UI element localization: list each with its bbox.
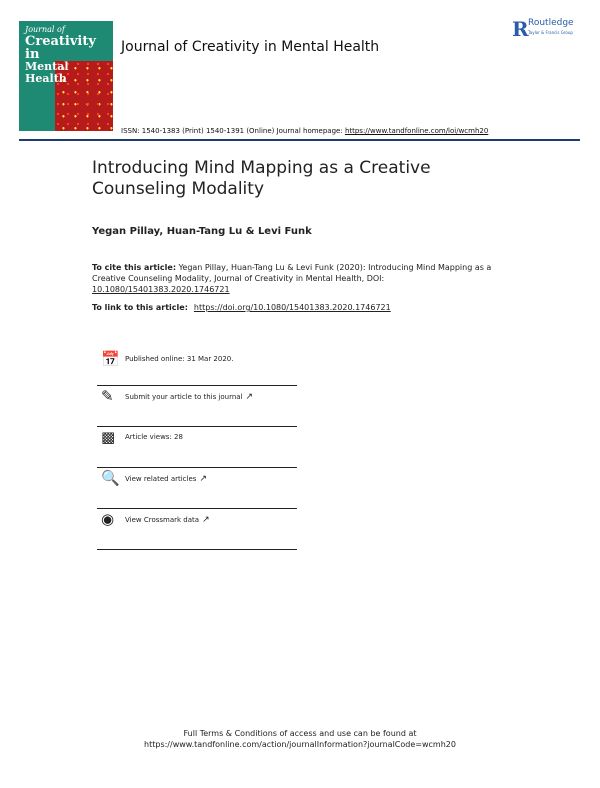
terms-link[interactable]: https://www.tandfonline.com/action/journalInformation?journalCode=wcmh20 — [144, 740, 456, 749]
article-link[interactable]: https://doi.org/10.1080/15401383.2020.1746721 — [193, 303, 391, 312]
related-articles-row[interactable]: 🔍 View related articles ↗ — [97, 468, 297, 509]
footer: Full Terms & Conditions of access and use can be found at https://www.tandfonline.com/action/journalInformation?journalCode=wcmh20 — [0, 728, 600, 750]
calendar-icon: 📅 — [101, 350, 120, 368]
published-row: 📅 Published online: 31 Mar 2020. — [97, 349, 297, 386]
crossmark-row[interactable]: ◉ View Crossmark data ↗ — [97, 509, 297, 550]
external-link-icon: ↗ — [245, 392, 254, 402]
article-info-list — [97, 349, 297, 550]
article-views-row: ▩ Article views: 28 — [97, 427, 297, 468]
cover-title: Journal of Creativity in Mental Health — [25, 25, 96, 85]
header-divider — [19, 139, 580, 141]
journal-homepage-link[interactable]: https://www.tandfonline.com/loi/wcmh20 — [344, 127, 489, 135]
article-title: Introducing Mind Mapping as a Creative Counseling Modality — [92, 158, 431, 199]
publisher-logo: R Routledge Taylor & Francis Group — [512, 17, 574, 41]
journal-name: Journal of Creativity in Mental Health — [121, 39, 380, 55]
external-link-icon: ↗ — [202, 515, 210, 525]
external-link-icon: ↗ — [199, 474, 207, 484]
edit-icon: ✎ — [101, 387, 114, 405]
article-authors: Yegan Pillay, Huan-Tang Lu & Levi Funk — [92, 226, 312, 237]
search-document-icon: 🔍 — [101, 469, 120, 487]
journal-cover — [19, 21, 113, 131]
article-link-line: To link to this article: https://doi.org/10.1080/15401383.2020.1746721 — [92, 303, 391, 312]
crossmark-icon: ◉ — [101, 510, 115, 528]
submit-article-row[interactable]: ✎ Submit your article to this journal ↗ — [97, 386, 297, 427]
citation-block: To cite this article: Yegan Pillay, Huan-Tang Lu & Levi Funk (2020): Introducing Mind Mapping as a Creative Counseling Modality, Journal of Creativity in Mental Health, DOI: 10.1080/15401383.2020.1746721 — [92, 263, 492, 294]
routledge-r-icon: R — [512, 17, 529, 41]
bar-chart-icon: ▩ — [101, 428, 116, 446]
doi-link[interactable]: 10.1080/15401383.2020.1746721 — [92, 285, 230, 294]
issn-line: ISSN: 1540-1383 (Print) 1540-1391 (Online) Journal homepage: https://www.tandfonline.com/loi/wcmh20 — [121, 127, 489, 135]
